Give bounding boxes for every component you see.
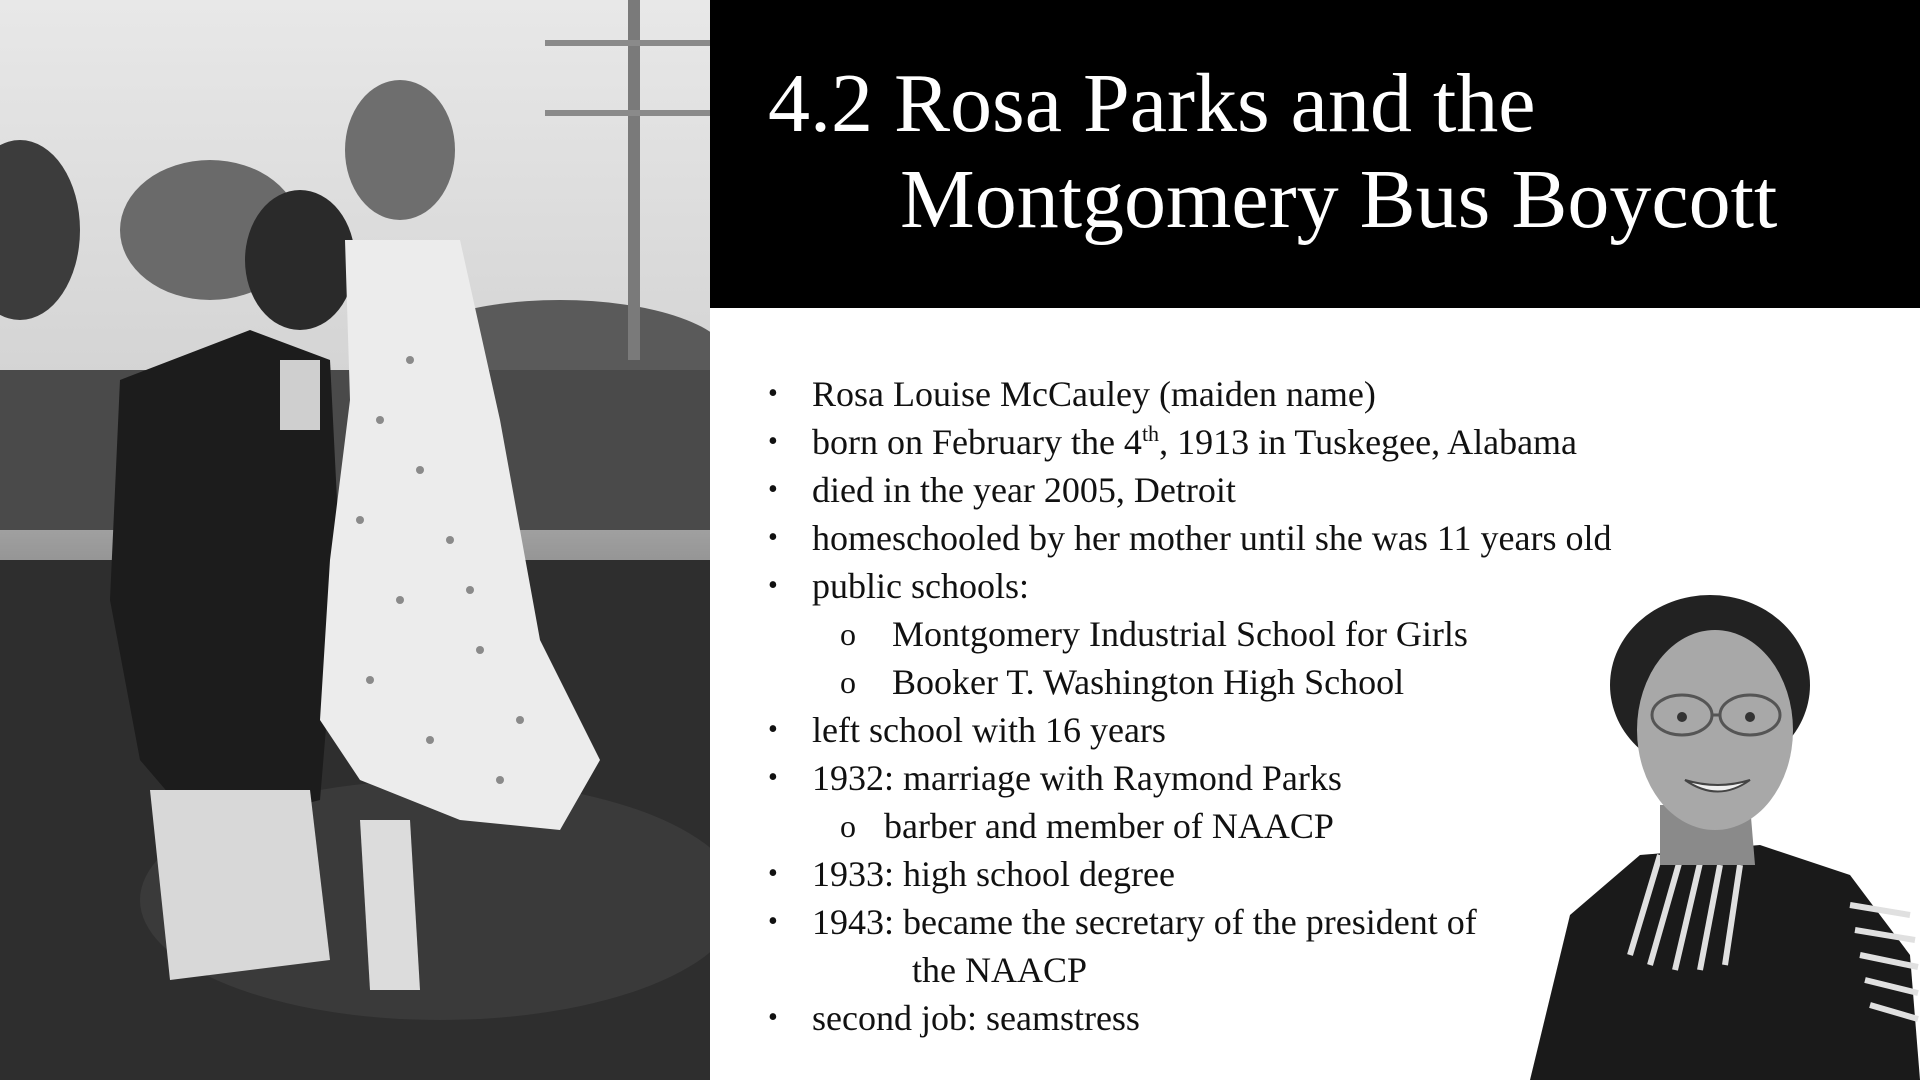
bullet-icon: •: [768, 906, 778, 937]
bullet-icon: •: [768, 762, 778, 793]
bullet-text: 1933: high school degree: [812, 854, 1175, 894]
bullet-text: died in the year 2005, Detroit: [812, 470, 1236, 510]
list-item: [760, 370, 1660, 418]
circle-bullet-icon: o: [840, 616, 856, 652]
bullet-text: 1932: marriage with Raymond Parks: [812, 758, 1342, 798]
bullet-text: Rosa Louise McCauley (maiden name): [812, 374, 1376, 414]
list-item: [760, 418, 1660, 466]
bullet-icon: •: [768, 378, 778, 409]
sub-bullet-text: Montgomery Industrial School for Girls: [892, 614, 1468, 654]
bullet-text: 1943: became the secretary of the president of: [812, 902, 1477, 942]
bullet-icon: •: [768, 570, 778, 601]
bullet-continuation: the NAACP: [912, 950, 1088, 990]
bullet-icon: •: [768, 714, 778, 745]
bullet-text: homeschooled by her mother until she was 11 years old: [812, 518, 1612, 558]
bullet-icon: •: [768, 522, 778, 553]
sub-bullet-text: Booker T. Washington High School: [892, 662, 1405, 702]
bullet-text: second job: seamstress: [812, 998, 1140, 1038]
couple-photo: [0, 0, 710, 1080]
bullet-icon: •: [768, 858, 778, 889]
slide-title-line-1: 4.2 Rosa Parks and the: [768, 57, 1536, 150]
list-item: [760, 466, 1660, 514]
slide-title-line-2: Montgomery Bus Boycott: [900, 153, 1778, 246]
bullet-text: left school with 16 years: [812, 710, 1166, 750]
title-bar: [710, 0, 1920, 308]
bullet-text: born on February the 4: [812, 422, 1142, 462]
bullet-text: public schools:: [812, 566, 1029, 606]
portrait-photo: [1510, 575, 1920, 1080]
sub-bullet-text: barber and member of NAACP: [884, 806, 1334, 846]
list-item: [760, 514, 1660, 562]
circle-bullet-icon: o: [840, 808, 856, 844]
ordinal-suffix: th: [1141, 421, 1160, 446]
bullet-icon: •: [768, 1002, 778, 1033]
bullet-icon: •: [768, 426, 778, 457]
bullet-text: , 1913 in Tuskegee, Alabama: [1159, 422, 1578, 462]
bullet-icon: •: [768, 474, 778, 505]
circle-bullet-icon: o: [840, 664, 856, 700]
